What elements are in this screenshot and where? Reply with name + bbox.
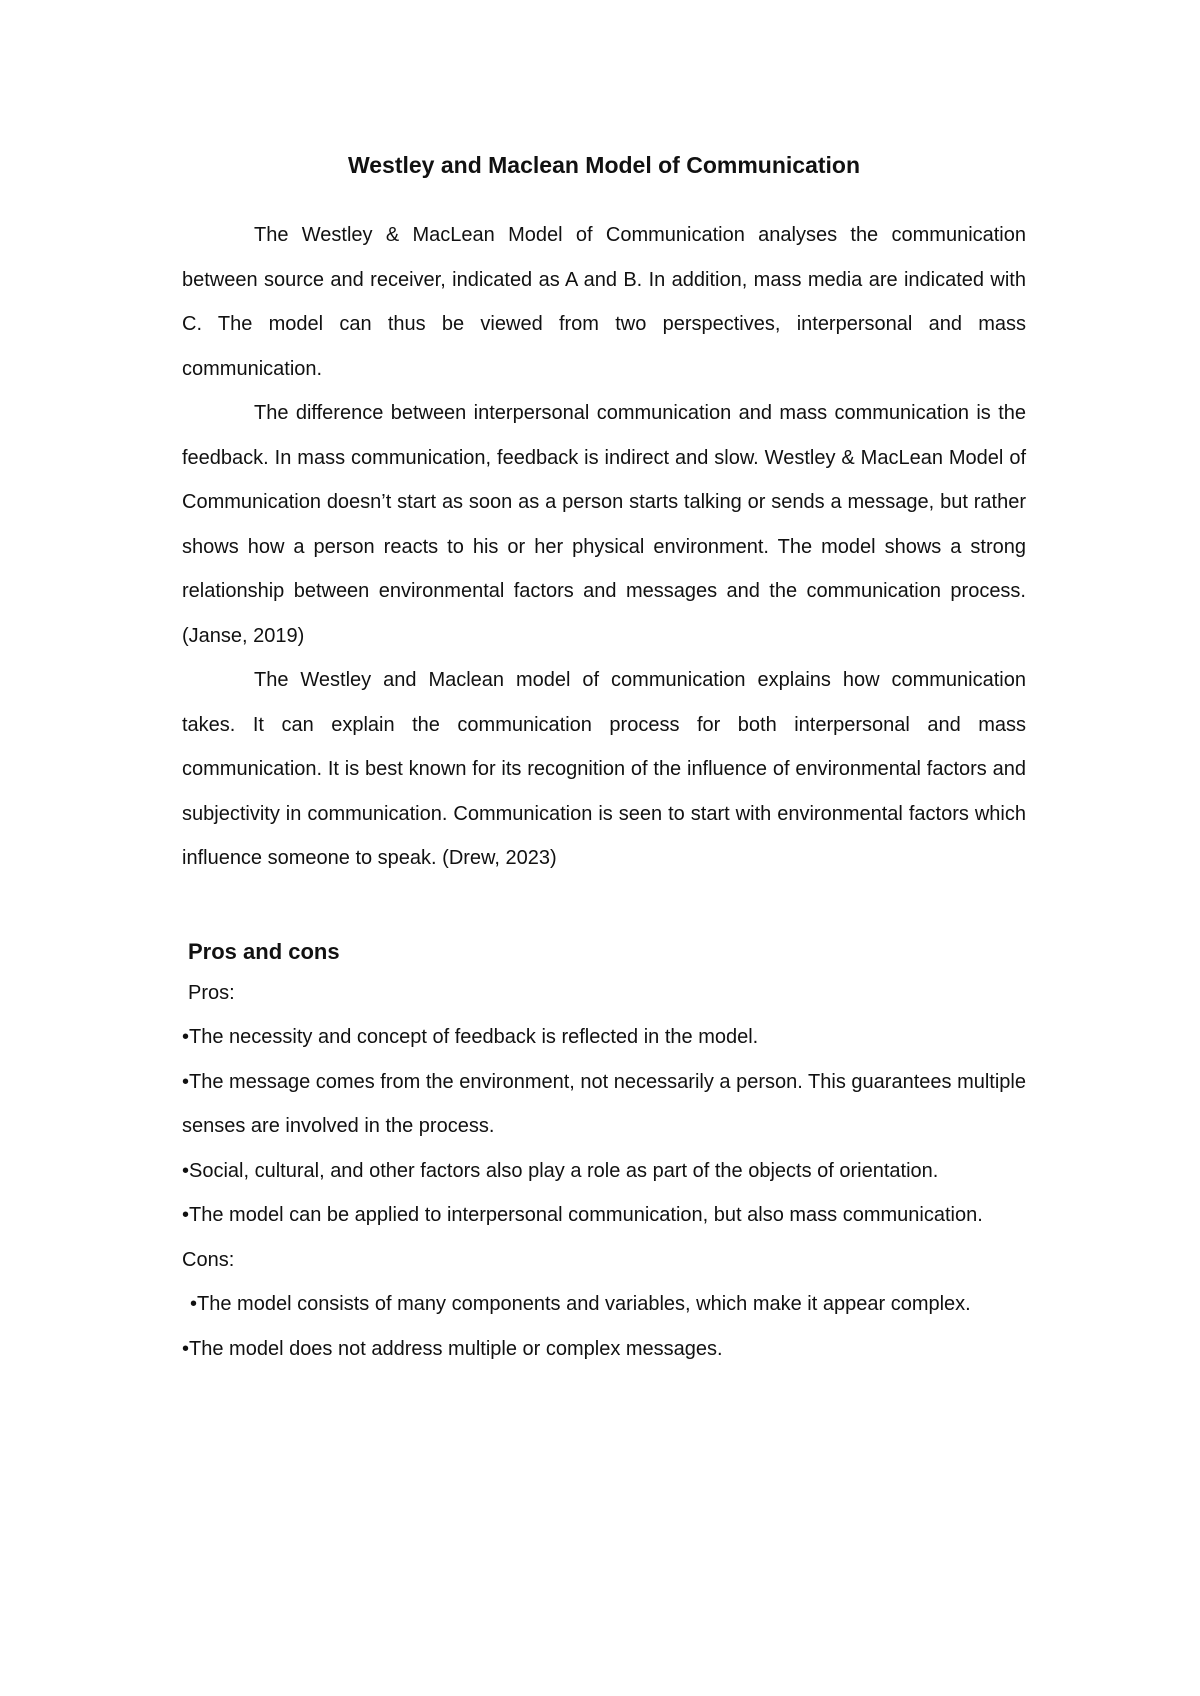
cons-item-text: The model consists of many components and variables, which make it appear complex. — [197, 1293, 971, 1315]
document-title: Westley and Maclean Model of Communication — [347, 152, 861, 178]
pros-item-text: The model can be applied to interpersonal communication, but also mass communication. — [189, 1204, 983, 1226]
pros-item-4 — [182, 1193, 1026, 1238]
bullet-icon: • — [182, 1204, 190, 1226]
bullet-icon: • — [190, 1293, 198, 1315]
pros-item-text: The message comes from the environment, not necessarily a person. This guarantees multiple senses are involved in the process. — [182, 1070, 1026, 1137]
cons-item-text: The model does not address multiple or complex messages. — [189, 1337, 723, 1360]
bullet-icon: • — [182, 1159, 190, 1182]
cons-item-2 — [182, 1327, 1026, 1372]
cons-label: Cons: — [182, 1248, 235, 1271]
paragraph-1: The Westley & MacLean Model of Communication analyses the communication between source and receiver, indicated as A and B. In addition, mass media are indicated with C. The model can thus be viewed from two perspectives, interpersonal and mass communication. — [182, 224, 1026, 380]
pros-item-text: The necessity and concept of feedback is reflected in the model. — [189, 1026, 759, 1048]
bullet-icon: • — [182, 1337, 190, 1360]
cons-item-1 — [182, 1282, 1026, 1327]
pros-item-text: Social, cultural, and other factors also play a role as part of the objects of orientation. — [189, 1159, 939, 1182]
bullet-icon: • — [182, 1026, 190, 1048]
pros-cons-heading: Pros and cons — [188, 938, 340, 964]
paragraph-3: The Westley and Maclean model of communication explains how communication takes. It can explain the communication process for both interpersonal and mass communication. It is best known for its recognition of the influence of environmental factors and subjectivity in communication. Communication is seen to start with environmental factors which influence someone to speak. (Drew, 2023) — [182, 669, 1026, 869]
pros-item-3 — [182, 1149, 1026, 1194]
pros-label: Pros: — [188, 981, 235, 1004]
pros-item-2 — [182, 1060, 1026, 1149]
pros-item-1 — [182, 1015, 1026, 1060]
bullet-icon: • — [182, 1070, 190, 1093]
paragraph-2: The difference between interpersonal communication and mass communication is the feedback. In mass communication, feedback is indirect and slow. Westley & MacLean Model of Communication doesn’t start as soon as a person starts talking or sends a message, but rather shows how a person reacts to his or her physical environment. The model shows a strong relationship between environmental factors and messages and the communication process. (Janse, 2019) — [182, 402, 1026, 647]
document-body — [182, 150, 1026, 1371]
